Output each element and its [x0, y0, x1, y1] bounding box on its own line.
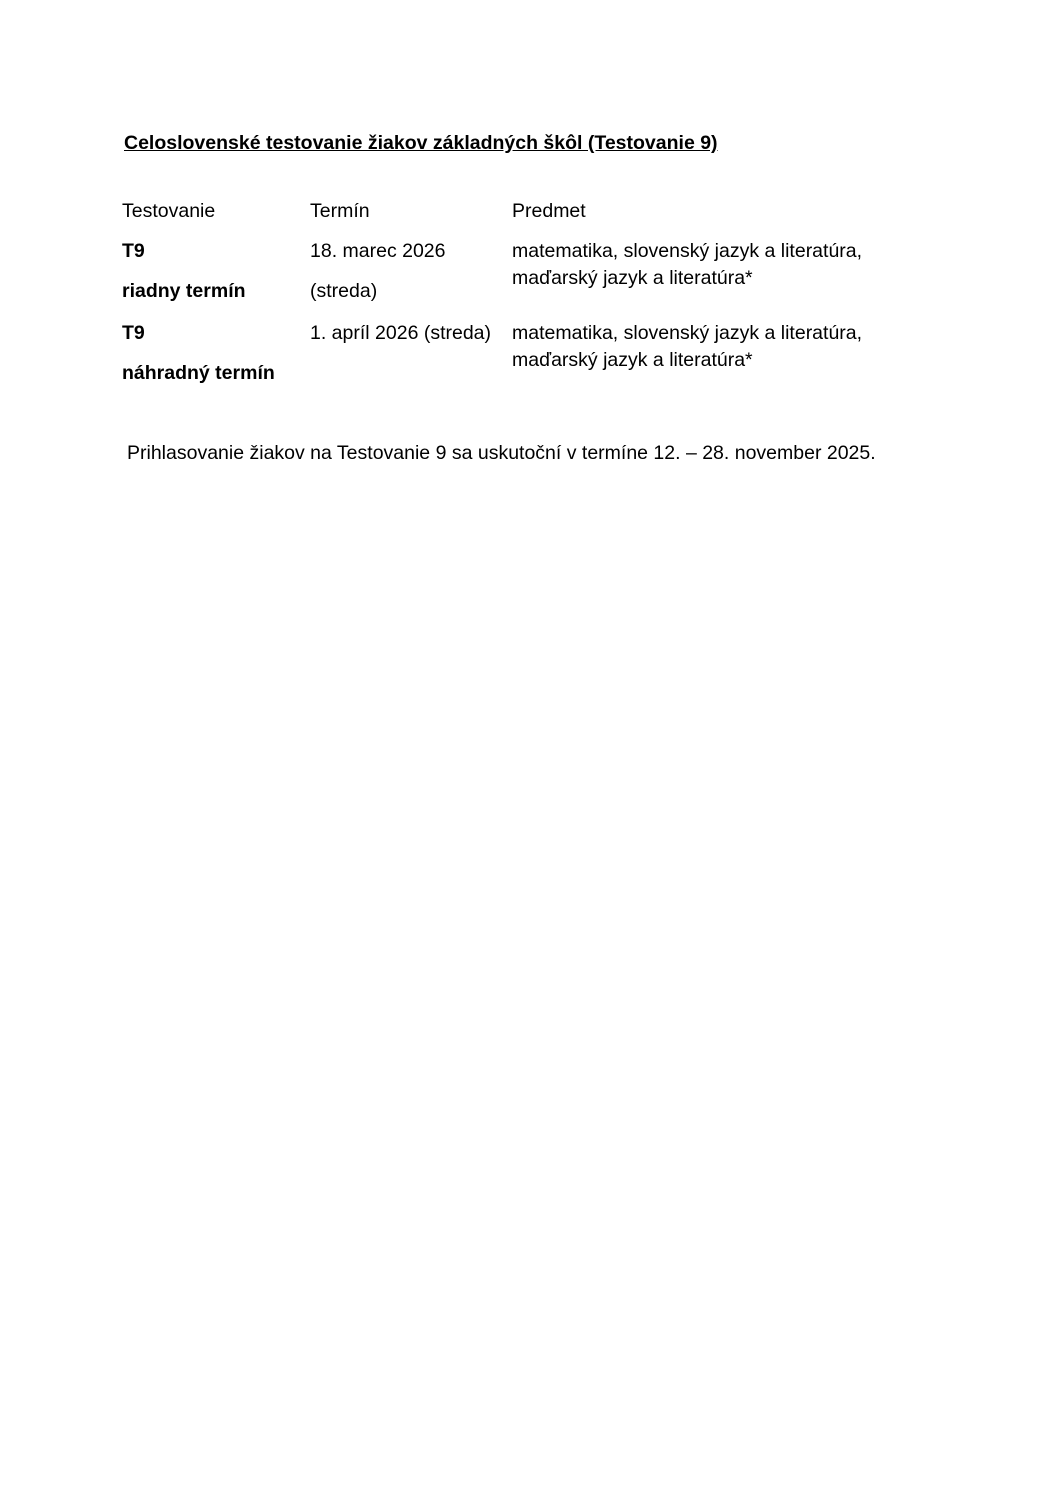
- table-header-row: [122, 200, 892, 223]
- cell-predmet: [512, 320, 892, 374]
- test-code: T9: [122, 322, 145, 344]
- table-row-riadny-termin: [122, 240, 892, 322]
- cell-predmet: [512, 238, 892, 292]
- date-line: 18. marec 2026: [310, 240, 446, 262]
- test-code: T9: [122, 240, 145, 262]
- subjects-line-2: maďarský jazyk a literatúra*: [512, 349, 753, 371]
- subjects-line-2: maďarský jazyk a literatúra*: [512, 267, 753, 289]
- subjects-line-1: matematika, slovenský jazyk a literatúra,: [512, 322, 863, 344]
- test-type: riadny termín: [122, 280, 246, 302]
- subjects-line-1: matematika, slovenský jazyk a literatúra,: [512, 240, 863, 262]
- table-row-nahradny-termin: [122, 322, 892, 385]
- cell-testovanie: [122, 240, 310, 303]
- column-header-predmet: Predmet: [512, 200, 586, 222]
- schedule-table: [122, 200, 892, 385]
- cell-termin: [310, 240, 512, 303]
- test-type: náhradný termín: [122, 362, 275, 384]
- date-line: 1. apríl 2026 (streda): [310, 322, 492, 344]
- registration-note: Prihlasovanie žiakov na Testovanie 9 sa uskutoční v termíne 12. – 28. november 2025.: [127, 442, 876, 464]
- document-title: Celoslovenské testovanie žiakov základných škôl (Testovanie 9): [124, 132, 718, 154]
- column-header-termin: Termín: [310, 200, 370, 222]
- column-header-testovanie: Testovanie: [122, 200, 216, 222]
- cell-termin: [310, 322, 512, 362]
- weekday-line: (streda): [310, 280, 378, 302]
- cell-testovanie: [122, 322, 310, 385]
